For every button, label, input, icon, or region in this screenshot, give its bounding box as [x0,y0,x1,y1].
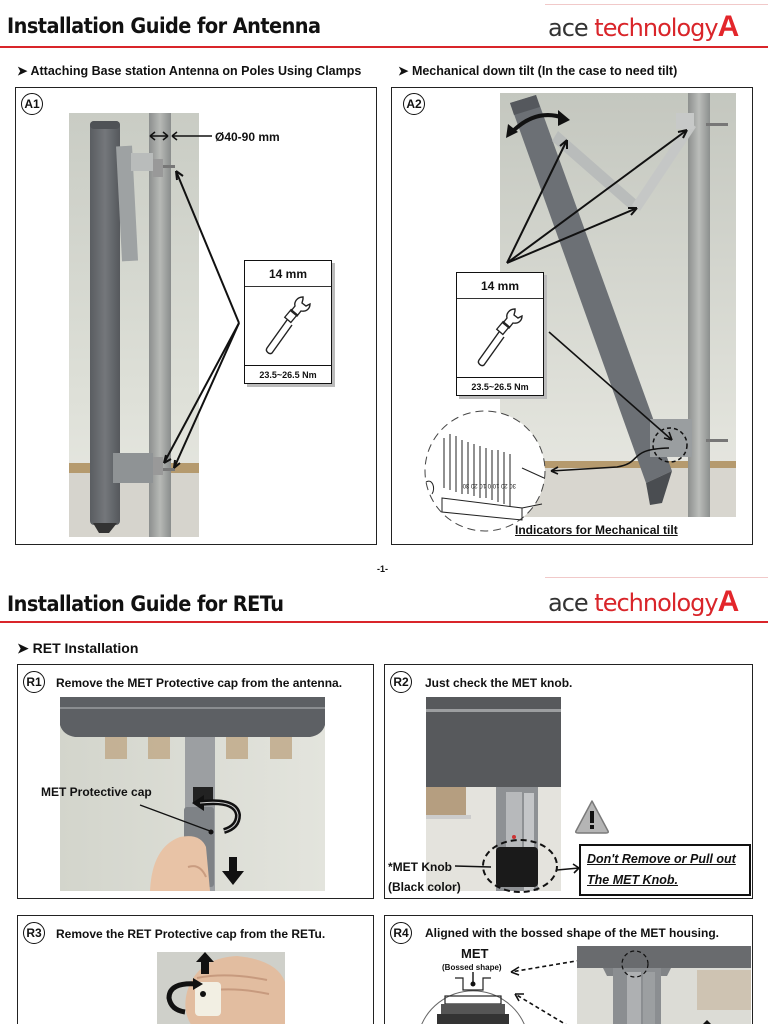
step-badge: A1 [21,93,43,115]
tilt-indicator-detail-icon [422,408,548,534]
title-divider [0,621,768,623]
logo-technology: technology [587,589,718,617]
page-number: -1- [377,564,388,574]
logo-rule [545,4,768,5]
warning-triangle-icon [574,799,610,835]
step-badge: R3 [23,922,45,944]
torque-value: 23.5~26.5 Nm [457,377,543,395]
wrench-size: 14 mm [245,261,331,287]
step-badge: R1 [23,671,45,693]
down-arrow-icon [222,857,244,885]
panel-r1 [17,664,374,899]
wrench-to-bracket-arrow [547,328,682,448]
panel-r3 [17,915,374,1024]
bolt-pointer-arrows [492,118,692,268]
section-heading-ret: ➤ RET Installation [17,640,139,656]
pole-diameter-label: Ø40-90 mm [215,130,280,144]
panel-a2 [391,87,753,545]
brand-logo [548,585,738,619]
page-title: Installation Guide for RETu [7,592,284,616]
callout-leader-line [455,861,495,871]
step-instruction: Aligned with the bossed shape of the MET housing. [425,926,720,940]
callout-met-knob [388,857,461,897]
logo-mark-icon: A [717,585,739,618]
callout-line-2: (Black color) [388,880,461,894]
clamp-pointer-arrows [156,163,246,478]
logo-rule [545,577,768,578]
torque-value: 23.5~26.5 Nm [245,365,331,383]
wrench-size: 14 mm [457,273,543,299]
warning-notice [579,844,751,896]
svg-text:30 20 10 0 10 20 30: 30 20 10 0 10 20 30 [462,482,516,488]
logo-technology: technology [587,14,718,42]
step-badge: R2 [390,671,412,693]
step-badge: R4 [390,922,412,944]
up-arrow-icon [196,952,214,974]
panel-r4 [384,915,753,1024]
callout-met: MET [461,946,489,961]
step-badge: A2 [403,93,425,115]
warning-line-2: The MET Knob. [587,873,678,887]
logo-mark-icon: A [717,10,739,43]
panel-r2 [384,664,753,899]
callout-line-1: *MET Knob [388,860,452,874]
callout-met-cap: MET Protective cap [41,785,152,799]
tilt-indicator-caption: Indicators for Mechanical tilt [515,523,678,537]
met-housing-photo [577,946,751,1024]
step-instruction: Remove the RET Protective cap from the RETu. [56,927,326,941]
torque-wrench-icon [259,293,319,361]
step-instruction: Remove the MET Protective cap from the antenna. [56,676,343,690]
title-divider [0,46,768,48]
wrench-spec-card [244,260,332,384]
wrench-spec-card [456,272,544,396]
step-instruction: Just check the MET knob. [425,676,573,690]
rotate-arrow-icon [163,976,203,1016]
callout-bossed-shape: (Bossed shape) [442,963,502,972]
page-title: Installation Guide for Antenna [7,14,321,38]
warning-line-1: Don't Remove or Pull out [587,852,736,866]
section-heading-clamps: ➤ Attaching Base station Antenna on Poles Using Clamps [17,64,362,78]
torque-wrench-icon [471,305,531,373]
brand-logo [548,10,738,44]
callout-leader-line [138,803,218,838]
section-heading-downtilt: ➤ Mechanical down tilt (In the case to need tilt) [398,64,678,78]
logo-ace: ace [548,14,588,42]
dimension-arrows-icon [136,126,216,146]
detail-callout-curve [547,443,672,478]
panel-a1 [15,87,377,545]
logo-ace: ace [548,589,588,617]
